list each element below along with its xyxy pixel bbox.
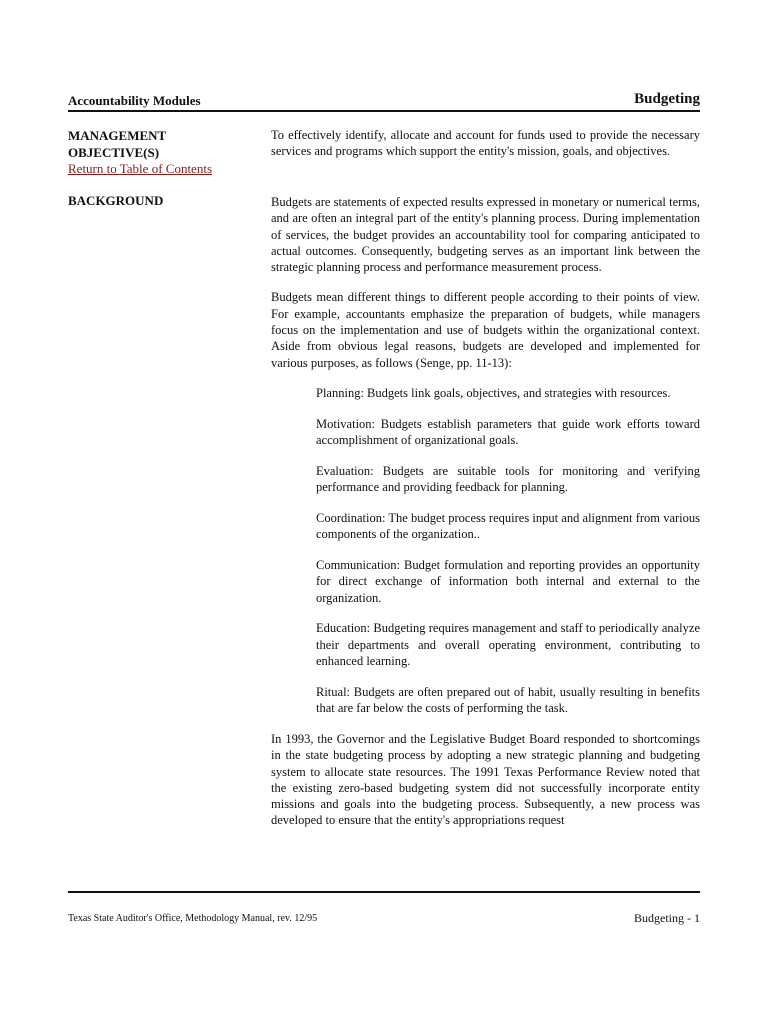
objective-text: To effectively identify, allocate and account for funds used to provide the necessary services and programs which support the entity's mission, goals, and objectives. xyxy=(271,128,700,159)
background-paragraph-1: Budgets are statements of expected results expressed in monetary or numerical terms, and are often an integral part of the entity's planning process. During implementation of services, the budget provides an accountability tool for comparing anticipated to actual outcomes. Consequently, budgeting serves as an important link between the strategic planning process and performance measurement process. xyxy=(271,195,700,275)
header-rule xyxy=(68,110,700,112)
background-section xyxy=(271,194,700,829)
running-header-title: Budgeting xyxy=(634,91,700,107)
objective-heading-line1: MANAGEMENT xyxy=(68,128,167,143)
objective-heading-line2: OBJECTIVE(S) xyxy=(68,144,160,160)
background-paragraph-3: In 1993, the Governor and the Legislative Budget Board responded to shortcomings in the state budgeting process by adopting a new strategic planning and budgeting system to allocate state resources. The 1991 Texas Performance Review noted that the existing zero-based budgeting system did not successfully incorporate entity missions and goals into the budgeting process. Subsequently, a new process was developed to ensure that the entity's appropriations request xyxy=(271,731,700,828)
page-number: Budgeting - 1 xyxy=(634,911,700,925)
background-heading: BACKGROUND xyxy=(68,193,164,208)
purpose-evaluation: Evaluation: Budgets are suitable tools for monitoring and verifying performance and providing feedback for planning. xyxy=(316,463,700,495)
objective-heading xyxy=(68,128,212,178)
toc-link[interactable]: Return to Table of Contents xyxy=(68,161,212,176)
background-paragraph-2: Budgets mean different things to different people according to their points of view. For example, accountants emphasize the preparation of budgets, while managers focus on the implementation and use of budgets within the organizational context. Aside from obvious legal reasons, budgets are developed and implemented for various purposes, as follows (Senge, pp. 11-13): xyxy=(271,290,700,370)
purpose-coordination: Coordination: The budget process requires input and alignment from various components of the organization.. xyxy=(316,510,700,542)
purpose-ritual: Ritual: Budgets are often prepared out of habit, usually resulting in benefits that are far below the costs of performing the task. xyxy=(316,684,700,716)
running-header-module: Accountability Modules xyxy=(68,93,201,108)
footer-rule xyxy=(68,891,700,893)
purpose-education: Education: Budgeting requires management and staff to periodically analyze their departments and overall operating environment, contributing to enhanced learning. xyxy=(316,621,700,669)
purposes-list xyxy=(271,385,700,716)
purpose-planning: Planning: Budgets link goals, objectives, and strategies with resources. xyxy=(316,385,671,400)
purpose-communication: Communication: Budget formulation and reporting provides an opportunity for direct exchange of information both internal and external to the organization. xyxy=(316,558,700,605)
purpose-motivation: Motivation: Budgets establish parameters that guide work efforts toward accomplishment of organizational goals. xyxy=(316,416,700,448)
objective-section xyxy=(271,127,700,160)
footer-source: Texas State Auditor's Office, Methodology Manual, rev. 12/95 xyxy=(68,913,318,924)
